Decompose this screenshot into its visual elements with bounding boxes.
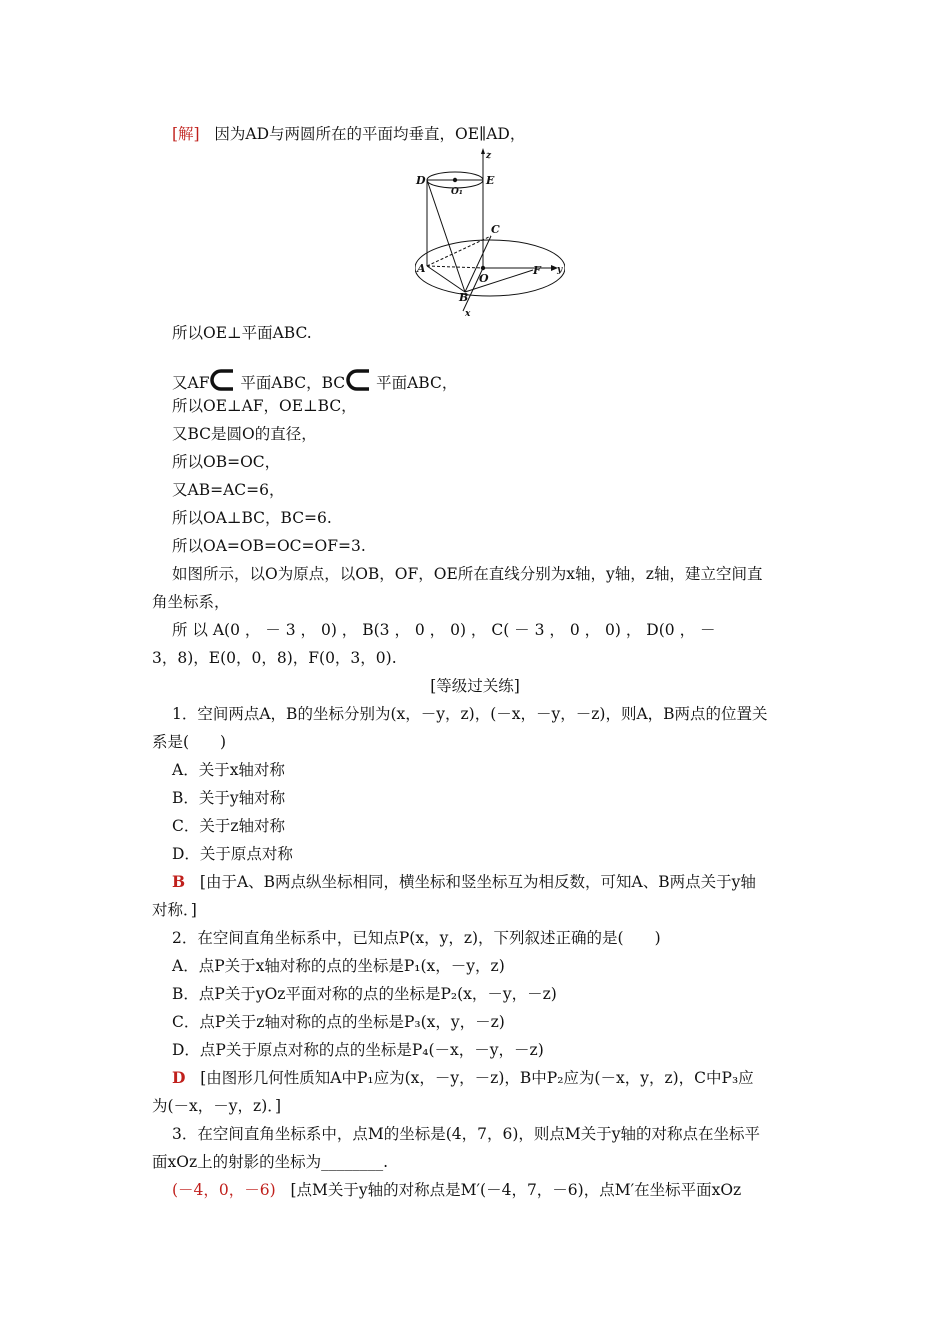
q2-explanation-line-1 [172, 1068, 754, 1088]
q3-answer: (－4，0，－6) [172, 1181, 276, 1199]
label-y: y [557, 265, 563, 275]
q3-explanation-1: [点M关于y轴的对称点是M′(－4，7，－6)，点M′在坐标平面xOz [290, 1181, 742, 1199]
solution-intro-line [172, 124, 525, 144]
label-B: B [459, 291, 469, 304]
segment-AO [427, 266, 483, 268]
solution-line-6: 又AB=AC=6， [172, 481, 285, 499]
solution-line-4: 又BC是圆O的直径， [172, 425, 317, 443]
label-O1: O₁ [451, 187, 463, 197]
solution-line-1: 所以OE⊥平面ABC. [172, 324, 312, 342]
segment-AB [427, 266, 465, 292]
q1-stem-line-1: 1．空间两点A，B的坐标分别为(x，－y，z)，(－x，－y，－z)，则A，B两点的位置关 [172, 705, 768, 723]
q3-stem-line-2: 面xOz上的射影的坐标为________. [152, 1153, 389, 1171]
label-x: x [465, 309, 471, 318]
solution-line-5: 所以OB=OC， [172, 453, 281, 471]
segment-BF [465, 270, 533, 292]
q2-option-a: A．点P关于x轴对称的点的坐标是P₁(x，－y，z) [172, 957, 505, 975]
label-A: A [417, 262, 426, 275]
label-C: C [491, 223, 500, 236]
q2-answer: D [172, 1068, 186, 1087]
q1-explanation-line-2: 对称．] [152, 901, 197, 919]
segment-AC [427, 236, 491, 266]
q3-explanation-line-1 [172, 1180, 741, 1200]
solution-line-10: 角坐标系， [152, 593, 230, 611]
q2-option-b: B．点P关于yOz平面对称的点的坐标是P₂(x，－y，－z) [172, 985, 557, 1003]
point-O1 [453, 178, 457, 182]
q1-explanation-1: [由于A、B两点纵坐标相同，横坐标和竖坐标互为相反数，可知A、B两点关于y轴 [199, 873, 756, 891]
q1-option-d: D．关于原点对称 [172, 845, 293, 863]
solution-intro: 因为AD与两圆所在的平面均垂直，OE∥AD， [214, 125, 526, 143]
subset-symbol-icon [345, 368, 371, 392]
q1-option-b: B．关于y轴对称 [172, 789, 286, 807]
label-O: O [479, 272, 489, 285]
label-D: D [416, 174, 426, 187]
q1-stem-line-2: 系是( ) [152, 733, 227, 751]
q2-explanation-1: [由图形几何性质知A中P₁应为(x，－y，－z)，B中P₂应为(－x，y，z)，C中P₃应 [200, 1069, 754, 1087]
solution-line-2a: 又AF [172, 374, 210, 392]
solution-line-11: 所 以 A(0 ， － 3 ， 0) ， B(3 ， 0 ， 0) ， C( － 3 ， 0 ， 0) ， D(0 ， － [172, 621, 716, 639]
label-E: E [486, 174, 495, 187]
label-F: F [533, 264, 541, 277]
solution-line-2 [172, 368, 457, 393]
solution-line-8: 所以OA=OB=OC=OF=3. [172, 537, 366, 555]
solution-line-7: 所以OA⊥BC，BC=6. [172, 509, 332, 527]
q1-option-c: C．关于z轴对称 [172, 817, 286, 835]
q1-explanation-line-1 [172, 872, 756, 892]
q2-stem: 2．在空间直角坐标系中，已知点P(x，y，z)，下列叙述正确的是( ) [172, 929, 661, 947]
z-axis-arrow [481, 148, 485, 154]
q3-stem-line-1: 3．在空间直角坐标系中，点M的坐标是(4，7，6)，则点M关于y轴的对称点在坐标平 [172, 1125, 761, 1143]
q1-answer: B [172, 872, 186, 891]
label-z: z [486, 151, 492, 161]
q2-explanation-line-2: 为(－x，－y，z)．] [152, 1097, 282, 1115]
q2-option-c: C．点P关于z轴对称的点的坐标是P₃(x，y，－z) [172, 1013, 505, 1031]
q2-option-d: D．点P关于原点对称的点的坐标是P₄(－x，－y，－z) [172, 1041, 544, 1059]
point-O [481, 266, 485, 270]
solution-tag: [解] [172, 125, 200, 143]
solution-line-2b: 平面ABC，BC [240, 374, 346, 392]
solution-line-12: 3，8)，E(0，0，8)，F(0，3，0). [152, 649, 397, 667]
solution-line-3: 所以OE⊥AF，OE⊥BC， [172, 397, 357, 415]
q1-option-a: A．关于x轴对称 [172, 761, 285, 779]
solution-line-9: 如图所示，以O为原点，以OB，OF，OE所在直线分别为x轴，y轴，z轴，建立空间直 [172, 565, 763, 583]
section-title: [等级过关练] [430, 677, 520, 695]
subset-symbol-icon [209, 368, 235, 392]
cylinder-figure [415, 148, 565, 318]
solution-line-2c: 平面ABC， [376, 374, 458, 392]
